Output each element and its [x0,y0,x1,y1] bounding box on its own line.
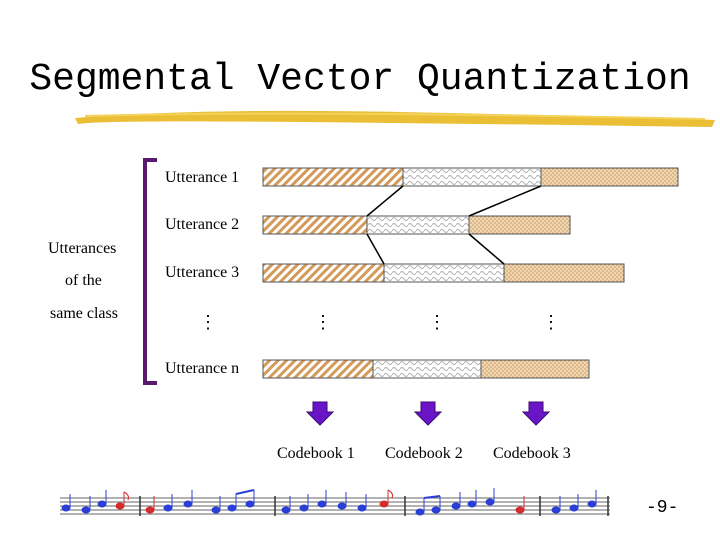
codebook-3-label: Codebook 3 [493,445,571,462]
music-notes-decoration [62,488,596,515]
codebook-2-label: Codebook 2 [385,445,463,462]
utt2-seg1 [263,216,367,234]
utterance-3-label: Utterance 3 [165,264,240,281]
utt1-seg1 [263,168,403,186]
link-1-2-b [469,186,541,216]
link-2-3-a [367,234,384,264]
class-bracket [145,160,157,383]
link-2-3-b [469,234,504,264]
utt1-seg2 [403,168,541,186]
slide-number: -9- [646,498,679,518]
arrow-down-icon-3 [523,402,549,425]
utt2-seg2 [367,216,469,234]
arrow-down-icon-1 [307,402,333,425]
utt3-seg1 [263,264,384,282]
utt3-seg3 [504,264,624,282]
uttn-seg3 [481,360,589,378]
utterance-n-label: Utterance n [165,360,240,377]
side-label-line3: same class [50,305,118,322]
ellipsis-3: ⋮ [428,312,446,332]
arrow-down-icon-2 [415,402,441,425]
utterance-2-label: Utterance 2 [165,216,240,233]
utterance-1-label: Utterance 1 [165,169,240,186]
uttn-seg1 [263,360,373,378]
side-label-line2: of the [65,272,102,289]
utt1-seg3 [541,168,678,186]
ellipsis-1: ⋮ [199,312,217,332]
ellipsis-4: ⋮ [542,312,560,332]
codebook-1-label: Codebook 1 [277,445,355,462]
utt2-seg3 [469,216,570,234]
utt3-seg2 [384,264,504,282]
side-label-line1: Utterances [48,240,117,257]
link-1-2-a [367,186,403,216]
uttn-seg2 [373,360,481,378]
slide-title: Segmental Vector Quantization [29,58,691,101]
ellipsis-2: ⋮ [314,312,332,332]
music-staff-decoration [60,496,610,516]
